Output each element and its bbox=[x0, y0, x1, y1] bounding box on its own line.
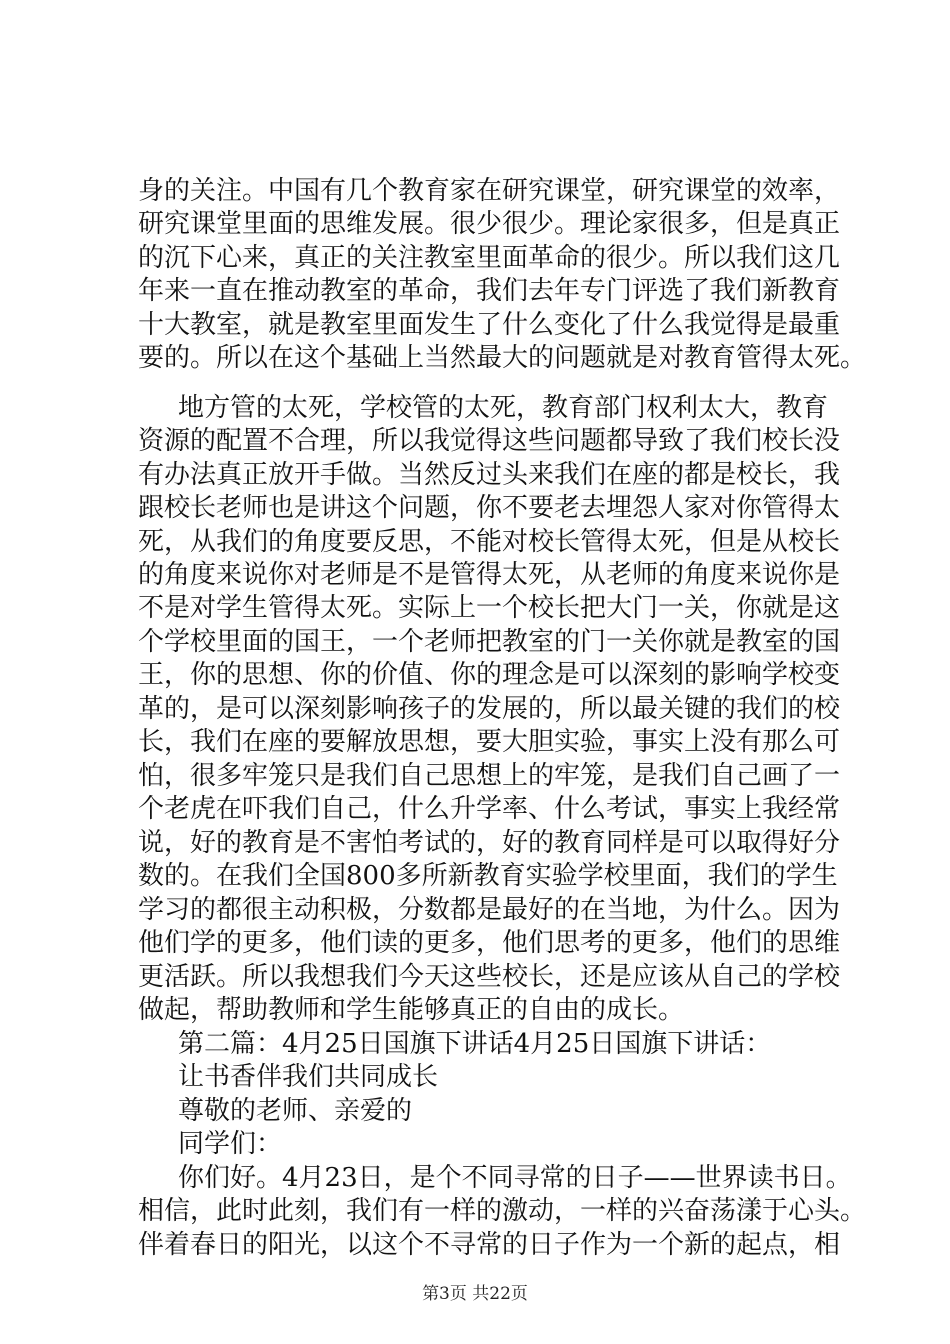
body-line: 伴着春日的阳光，以这个不寻常的日子作为一个新的起点，相 bbox=[138, 1230, 841, 1260]
body-line: 十大教室，就是教室里面发生了什么变化了什么我觉得是最重 bbox=[138, 310, 841, 340]
body-line: 长，我们在座的要解放思想，要大胆实验，事实上没有那么可 bbox=[138, 727, 841, 757]
body-line: 年来一直在推动教室的革命，我们去年专门评选了我们新教育 bbox=[138, 276, 841, 306]
body-line: 更活跃。所以我想我们今天这些校长，还是应该从自己的学校 bbox=[138, 962, 841, 992]
body-line: 不是对学生管得太死。实际上一个校长把大门一关，你就是这 bbox=[138, 593, 841, 623]
body-line: 数的。在我们全国800多所新教育实验学校里面，我们的学生 bbox=[138, 861, 838, 891]
body-line: 的角度来说你对老师是不是管得太死，从老师的角度来说你是 bbox=[138, 560, 841, 590]
body-line: 身的关注。中国有几个教育家在研究课堂，研究课堂的效率， bbox=[138, 176, 841, 206]
body-line: 怕，很多牢笼只是我们自己思想上的牢笼，是我们自己画了一 bbox=[138, 761, 841, 791]
body-line: 你们好。4月23日，是个不同寻常的日子——世界读书日。 bbox=[178, 1163, 852, 1193]
body-line: 跟校长老师也是讲这个问题，你不要老去埋怨人家对你管得太 bbox=[138, 493, 841, 523]
body-line: 个学校里面的国王，一个老师把教室的门一关你就是教室的国 bbox=[138, 627, 841, 657]
section-subtitle: 让书香伴我们共同成长 bbox=[178, 1062, 439, 1092]
body-line: 的沉下心来，真正的关注教室里面革命的很少。所以我们这几 bbox=[138, 243, 841, 273]
body-line: 王，你的思想、你的价值、你的理念是可以深刻的影响学校变 bbox=[138, 660, 841, 690]
greeting-line: 尊敬的老师、亲爱的 bbox=[178, 1096, 413, 1126]
body-line: 地方管的太死，学校管的太死，教育部门权利太大，教育 bbox=[178, 393, 829, 423]
body-line: 个老虎在吓我们自己，什么升学率、什么考试，事实上我经常 bbox=[138, 794, 841, 824]
body-line: 要的。所以在这个基础上当然最大的问题就是对教育管得太死。 bbox=[138, 343, 867, 373]
body-line: 死，从我们的角度要反思，不能对校长管得太死，但是从校长 bbox=[138, 527, 841, 557]
page-footer: 第3页 共22页 bbox=[422, 1284, 528, 1304]
body-line: 相信，此时此刻，我们有一样的激动，一样的兴奋荡漾于心头。 bbox=[138, 1196, 867, 1226]
section-heading: 第二篇：4月25日国旗下讲话4月25日国旗下讲话： bbox=[178, 1029, 772, 1059]
body-line: 研究课堂里面的思维发展。很少很少。理论家很多，但是真正 bbox=[138, 209, 841, 239]
body-line: 他们学的更多，他们读的更多，他们思考的更多，他们的思维 bbox=[138, 928, 841, 958]
body-line: 说，好的教育是不害怕考试的，好的教育同样是可以取得好分 bbox=[138, 828, 841, 858]
body-line: 学习的都很主动积极，分数都是最好的在当地，为什么。因为 bbox=[138, 895, 841, 925]
body-line: 做起，帮助教师和学生能够真正的自由的成长。 bbox=[138, 995, 685, 1025]
greeting-line: 同学们： bbox=[178, 1129, 283, 1159]
body-line: 革的，是可以深刻影响孩子的发展的，所以最关键的我们的校 bbox=[138, 694, 841, 724]
body-line: 资源的配置不合理，所以我觉得这些问题都导致了我们校长没 bbox=[138, 426, 841, 456]
body-line: 有办法真正放开手做。当然反过头来我们在座的都是校长，我 bbox=[138, 460, 841, 490]
